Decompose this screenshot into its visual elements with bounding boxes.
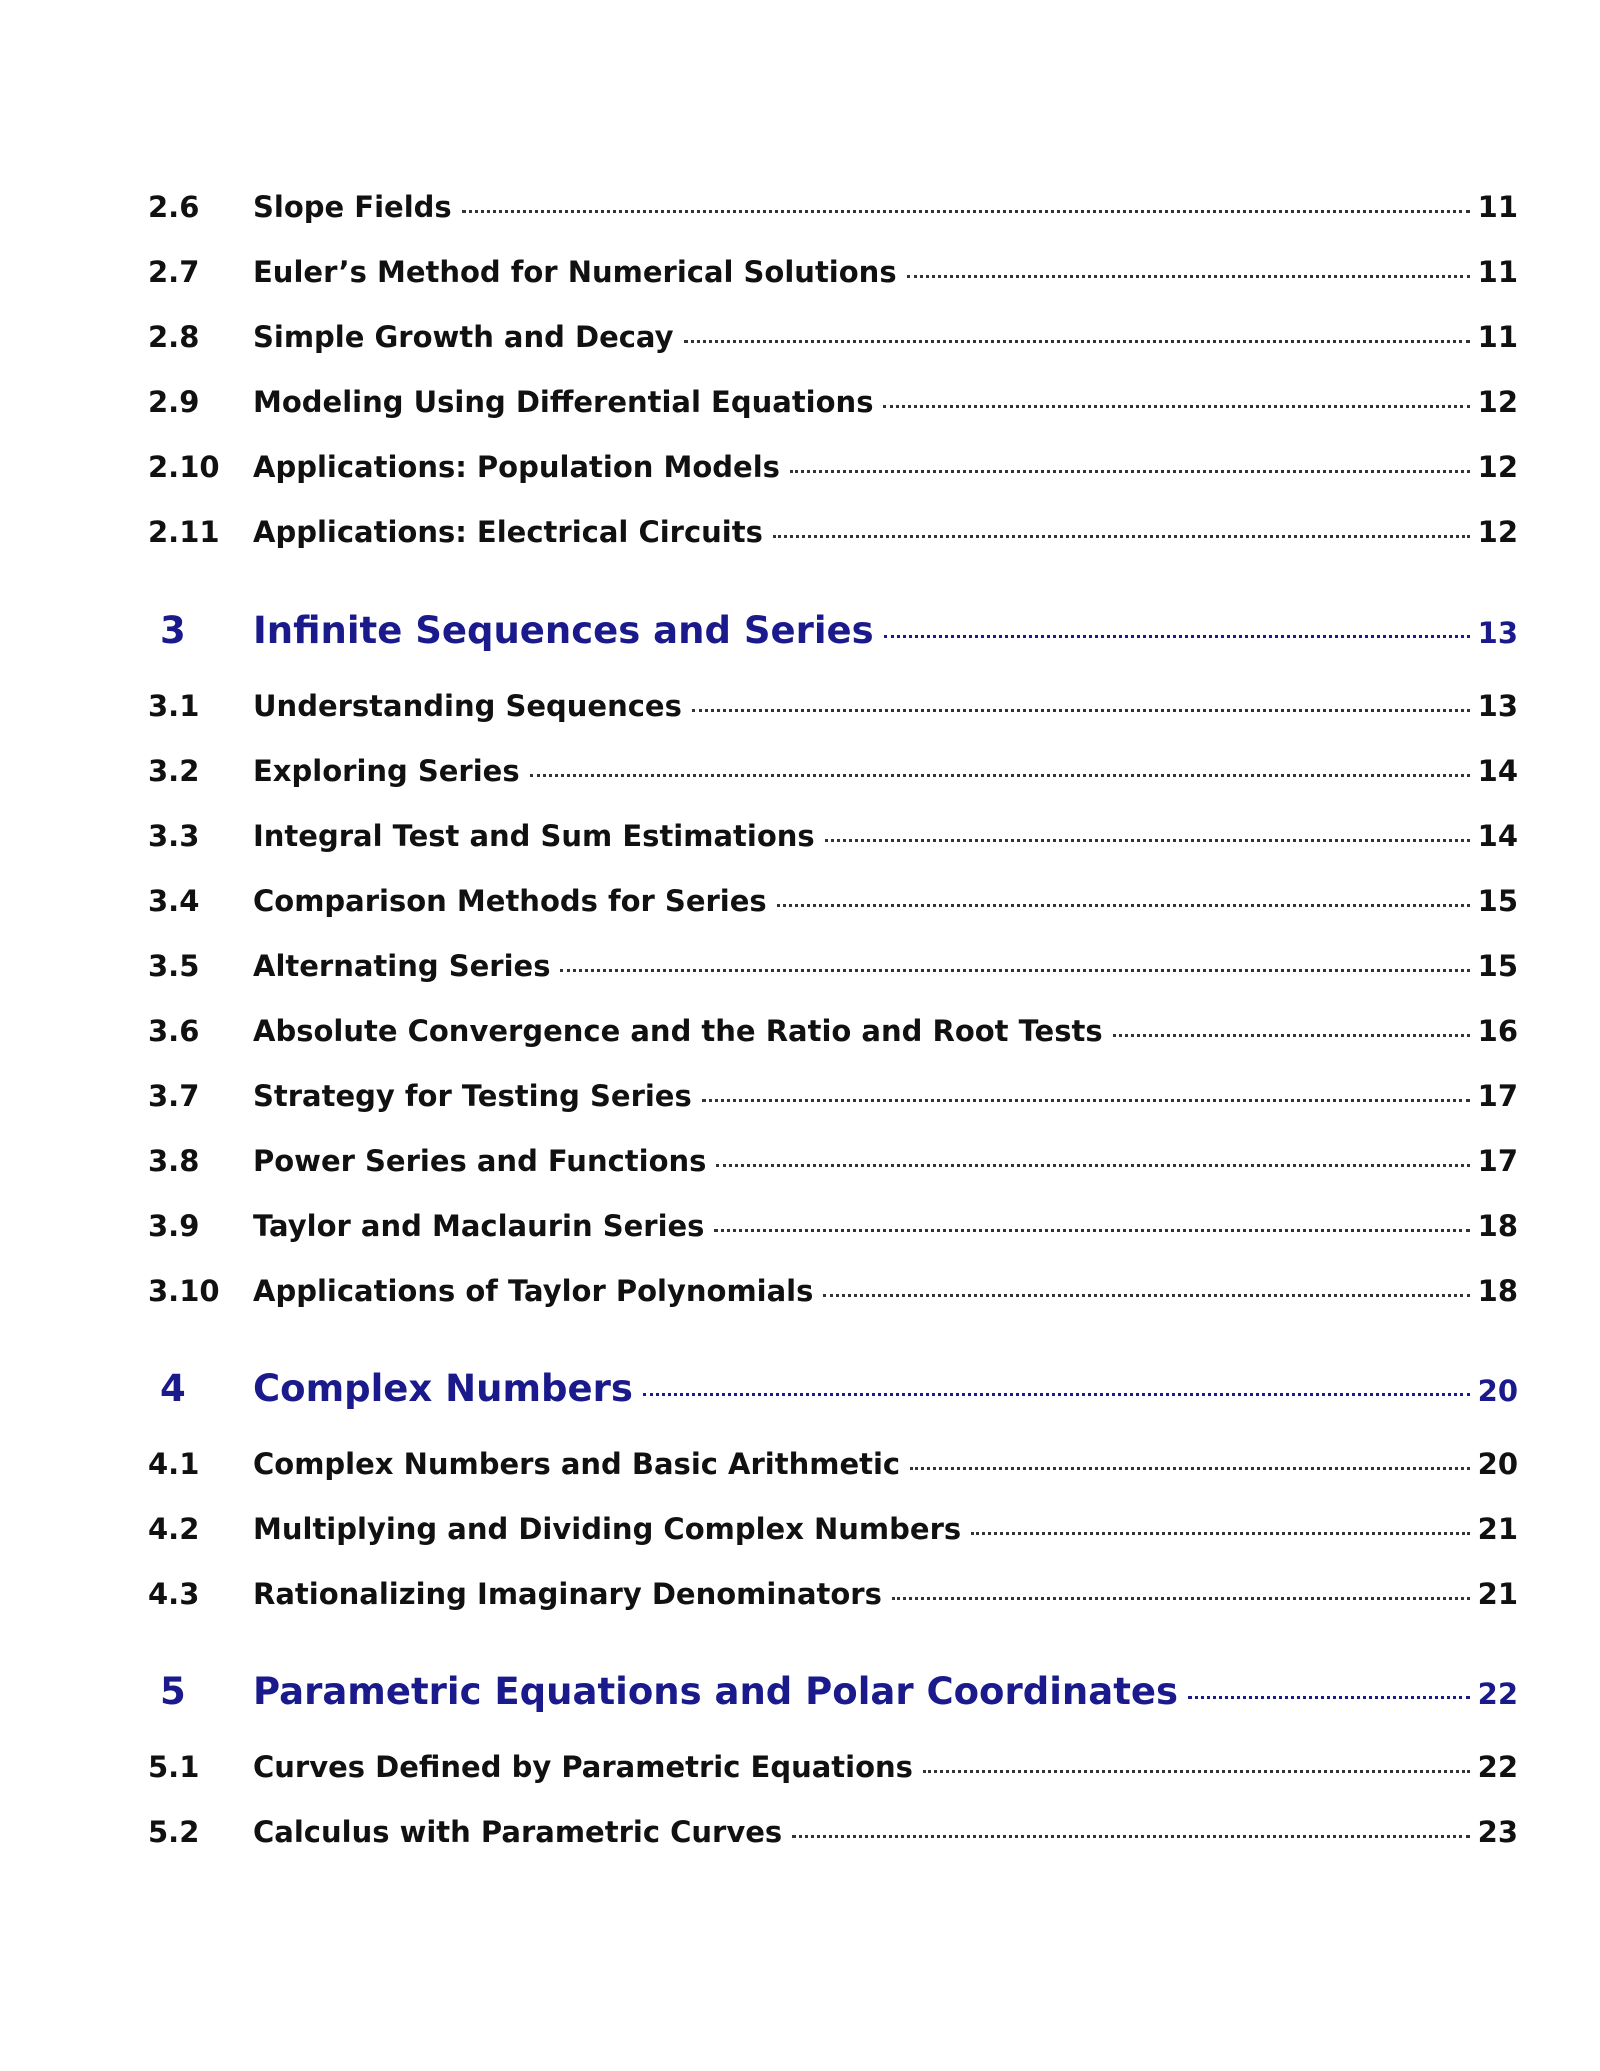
- section-number: 2.9: [148, 385, 200, 419]
- section-number: 3.7: [148, 1079, 200, 1113]
- page-number: 11: [1477, 255, 1518, 289]
- section-title: Understanding Sequences: [253, 689, 682, 723]
- page-number: 14: [1477, 754, 1518, 788]
- page-number: 23: [1477, 1815, 1518, 1849]
- section-number: 3.4: [148, 884, 200, 918]
- dot-leader: [773, 535, 1470, 538]
- section-number: 4.2: [148, 1512, 200, 1546]
- toc-entry-3-4[interactable]: [148, 884, 1518, 918]
- dot-leader: [462, 210, 1470, 213]
- page-number: 13: [1477, 689, 1518, 723]
- dot-leader: [792, 1835, 1469, 1838]
- section-title: Simple Growth and Decay: [253, 320, 674, 354]
- dot-leader: [714, 1229, 1469, 1232]
- section-number: 2.10: [148, 450, 220, 484]
- section-number: 5.1: [148, 1750, 200, 1784]
- page-number: 12: [1477, 450, 1518, 484]
- section-number: 5.2: [148, 1815, 200, 1849]
- dot-leader: [907, 275, 1470, 278]
- section-title: Integral Test and Sum Estimations: [253, 819, 815, 853]
- toc-entry-3-3[interactable]: [148, 819, 1518, 853]
- toc-entry-3-2[interactable]: [148, 754, 1518, 788]
- chapter-title: Complex Numbers: [253, 1367, 633, 1410]
- page-number: 12: [1477, 515, 1518, 549]
- chapter-title: Parametric Equations and Polar Coordinates: [253, 1670, 1178, 1713]
- section-number: 2.6: [148, 190, 200, 224]
- dot-leader: [777, 904, 1470, 907]
- page-number: 11: [1477, 320, 1518, 354]
- section-title: Slope Fields: [253, 190, 452, 224]
- toc-entry-5-1[interactable]: [148, 1750, 1518, 1784]
- toc-chapter-4[interactable]: [148, 1367, 1518, 1410]
- section-title: Modeling Using Differential Equations: [253, 385, 874, 419]
- section-title: Complex Numbers and Basic Arithmetic: [253, 1447, 901, 1481]
- section-title: Rationalizing Imaginary Denominators: [253, 1577, 882, 1611]
- dot-leader: [910, 1467, 1470, 1470]
- dot-leader: [702, 1099, 1470, 1102]
- page-number: 16: [1477, 1014, 1518, 1048]
- toc-entry-3-8[interactable]: [148, 1144, 1518, 1178]
- dot-leader: [692, 709, 1470, 712]
- dot-leader: [923, 1770, 1470, 1773]
- dot-leader: [823, 1294, 1469, 1297]
- dot-leader: [883, 405, 1469, 408]
- dot-leader: [892, 1597, 1470, 1600]
- dot-leader: [530, 774, 1470, 777]
- chapter-number: 4: [160, 1367, 186, 1410]
- section-number: 4.3: [148, 1577, 200, 1611]
- page-number: 13: [1477, 616, 1518, 650]
- section-title: Euler’s Method for Numerical Solutions: [253, 255, 897, 289]
- toc-entry-2-6[interactable]: [148, 190, 1518, 224]
- section-title: Absolute Convergence and the Ratio and Root Tests: [253, 1014, 1103, 1048]
- toc-chapter-3[interactable]: [148, 609, 1518, 652]
- section-title: Applications of Taylor Polynomials: [253, 1274, 814, 1308]
- toc-entry-3-9[interactable]: [148, 1209, 1518, 1243]
- section-number: 3.5: [148, 949, 200, 983]
- page-number: 21: [1477, 1512, 1518, 1546]
- dot-leader: [643, 1393, 1470, 1396]
- section-number: 3.3: [148, 819, 200, 853]
- toc-entry-3-6[interactable]: [148, 1014, 1518, 1048]
- section-number: 2.8: [148, 320, 200, 354]
- page-number: 17: [1477, 1079, 1518, 1113]
- dot-leader: [825, 839, 1470, 842]
- dot-leader: [1188, 1696, 1470, 1699]
- section-number: 3.2: [148, 754, 200, 788]
- page-number: 15: [1477, 949, 1518, 983]
- dot-leader: [560, 969, 1469, 972]
- page-number: 22: [1477, 1677, 1518, 1711]
- page-number: 17: [1477, 1144, 1518, 1178]
- section-title: Comparison Methods for Series: [253, 884, 767, 918]
- toc-entry-3-5[interactable]: [148, 949, 1518, 983]
- section-number: 3.6: [148, 1014, 200, 1048]
- dot-leader: [884, 635, 1470, 638]
- dot-leader: [716, 1164, 1469, 1167]
- page-number: 14: [1477, 819, 1518, 853]
- dot-leader: [1113, 1034, 1470, 1037]
- toc-entry-2-9[interactable]: [148, 385, 1518, 419]
- chapter-title: Infinite Sequences and Series: [253, 609, 874, 652]
- section-number: 2.7: [148, 255, 200, 289]
- page-number: 21: [1477, 1577, 1518, 1611]
- page-number: 11: [1477, 190, 1518, 224]
- section-number: 3.1: [148, 689, 200, 723]
- section-title: Calculus with Parametric Curves: [253, 1815, 783, 1849]
- page-number: 18: [1477, 1274, 1518, 1308]
- page-number: 20: [1477, 1447, 1518, 1481]
- toc-entry-4-2[interactable]: [148, 1512, 1518, 1546]
- section-title: Curves Defined by Parametric Equations: [253, 1750, 913, 1784]
- page-number: 22: [1477, 1750, 1518, 1784]
- toc-entry-2-10[interactable]: [148, 450, 1518, 484]
- toc-entry-4-1[interactable]: [148, 1447, 1518, 1481]
- section-title: Alternating Series: [253, 949, 551, 983]
- page-number: 20: [1477, 1374, 1518, 1408]
- toc-chapter-5[interactable]: [148, 1670, 1518, 1713]
- section-number: 3.8: [148, 1144, 200, 1178]
- toc-entry-4-3[interactable]: [148, 1577, 1518, 1611]
- toc-entry-5-2[interactable]: [148, 1815, 1518, 1849]
- chapter-number: 5: [160, 1670, 186, 1713]
- page-number: 12: [1477, 385, 1518, 419]
- toc-entry-3-10[interactable]: [148, 1274, 1518, 1308]
- section-number: 3.9: [148, 1209, 200, 1243]
- section-title: Exploring Series: [253, 754, 520, 788]
- dot-leader: [684, 340, 1470, 343]
- dot-leader: [790, 470, 1470, 473]
- toc-entry-3-1[interactable]: [148, 689, 1518, 723]
- page-number: 18: [1477, 1209, 1518, 1243]
- dot-leader: [971, 1532, 1470, 1535]
- section-title: Power Series and Functions: [253, 1144, 707, 1178]
- toc-entry-2-8[interactable]: [148, 320, 1518, 354]
- section-number: 3.10: [148, 1274, 220, 1308]
- section-title: Applications: Electrical Circuits: [253, 515, 763, 549]
- section-title: Taylor and Maclaurin Series: [253, 1209, 705, 1243]
- section-title: Multiplying and Dividing Complex Numbers: [253, 1512, 962, 1546]
- toc-entry-3-7[interactable]: [148, 1079, 1518, 1113]
- section-number: 2.11: [148, 515, 220, 549]
- section-number: 4.1: [148, 1447, 200, 1481]
- chapter-number: 3: [160, 609, 186, 652]
- page-number: 15: [1477, 884, 1518, 918]
- toc-entry-2-7[interactable]: [148, 255, 1518, 289]
- toc-entry-2-11[interactable]: [148, 515, 1518, 549]
- section-title: Applications: Population Models: [253, 450, 780, 484]
- section-title: Strategy for Testing Series: [253, 1079, 692, 1113]
